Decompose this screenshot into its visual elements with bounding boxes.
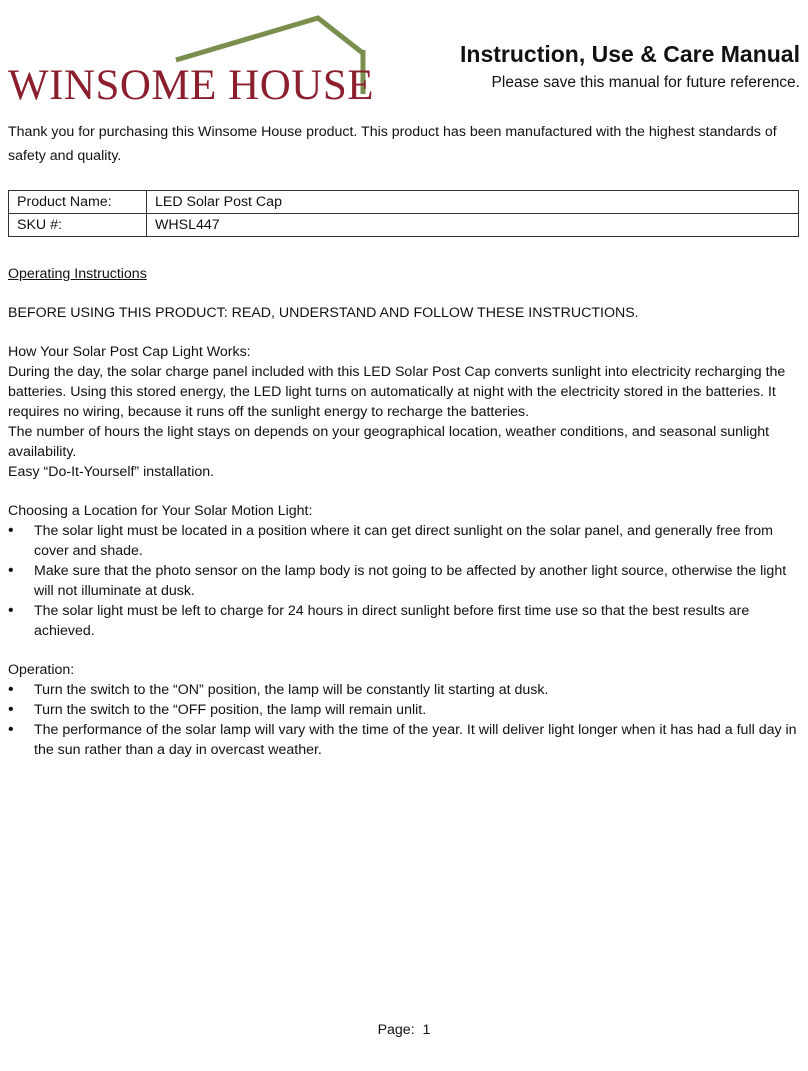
how-works-paragraph: The number of hours the light stays on depends on your geographical location, weather conditions, and seasonal sunlight availability. <box>8 424 770 460</box>
sku-value: WHSL447 <box>147 214 799 237</box>
before-using-notice: BEFORE USING THIS PRODUCT: READ, UNDERSTAND AND FOLLOW THESE INSTRUCTIONS. <box>8 305 639 321</box>
operation-list <box>8 680 798 760</box>
table-row <box>9 214 799 237</box>
list-item: • The solar light must be left to charge for 24 hours in direct sunlight before first time use so that the best results are achieved. <box>8 601 798 641</box>
list-item: • The solar light must be located in a position where it can get direct sunlight on the solar panel, and generally free from cover and shade. <box>8 521 798 561</box>
instructions-body <box>8 264 798 760</box>
sku-label: SKU #: <box>9 214 147 237</box>
table-row <box>9 191 799 214</box>
list-item: • Make sure that the photo sensor on the lamp body is not going to be affected by another light source, otherwise the light will not illuminate at dusk. <box>8 561 798 601</box>
list-item: • Turn the switch to the “OFF position, the lamp will remain unlit. <box>8 700 798 720</box>
operating-heading: Operating Instructions <box>8 266 147 282</box>
location-heading: Choosing a Location for Your Solar Motion Light: <box>8 503 313 519</box>
page-footer <box>0 1022 808 1038</box>
intro-text: Thank you for purchasing this Winsome House product. This product has been manufactured with the highest standards of safety and quality. <box>8 124 777 164</box>
location-list <box>8 521 798 641</box>
brand-logo <box>6 14 376 109</box>
list-item: • Turn the switch to the “ON” position, the lamp will be constantly lit starting at dusk. <box>8 680 798 700</box>
how-works-heading: How Your Solar Post Cap Light Works: <box>8 344 251 360</box>
page-title: Instruction, Use & Care Manual <box>460 41 800 67</box>
operation-heading: Operation: <box>8 662 75 678</box>
page-subtitle: Please save this manual for future reference. <box>491 74 800 91</box>
product-info-table <box>8 190 799 237</box>
page-number: 1 <box>422 1022 431 1038</box>
how-works-paragraph: Easy “Do-It-Yourself” installation. <box>8 464 215 480</box>
product-name-value: LED Solar Post Cap <box>147 191 799 214</box>
page-label: Page: <box>377 1022 415 1038</box>
list-item: • The performance of the solar lamp will vary with the time of the year. It will deliver light longer when it has had a full day in the sun rather than a day in overcast weather. <box>8 720 798 760</box>
brand-name: WINSOME HOUSE <box>8 62 375 109</box>
how-works-paragraph: During the day, the solar charge panel included with this LED Solar Post Cap converts sunlight into electricity recharging the batteries. Using this stored energy, the LED light turns on automatically at night with the electricity stored in the batteries. It requires no wiring, because it runs off the sunlight energy to recharge the batteries. <box>8 364 786 420</box>
product-name-label: Product Name: <box>9 191 147 214</box>
